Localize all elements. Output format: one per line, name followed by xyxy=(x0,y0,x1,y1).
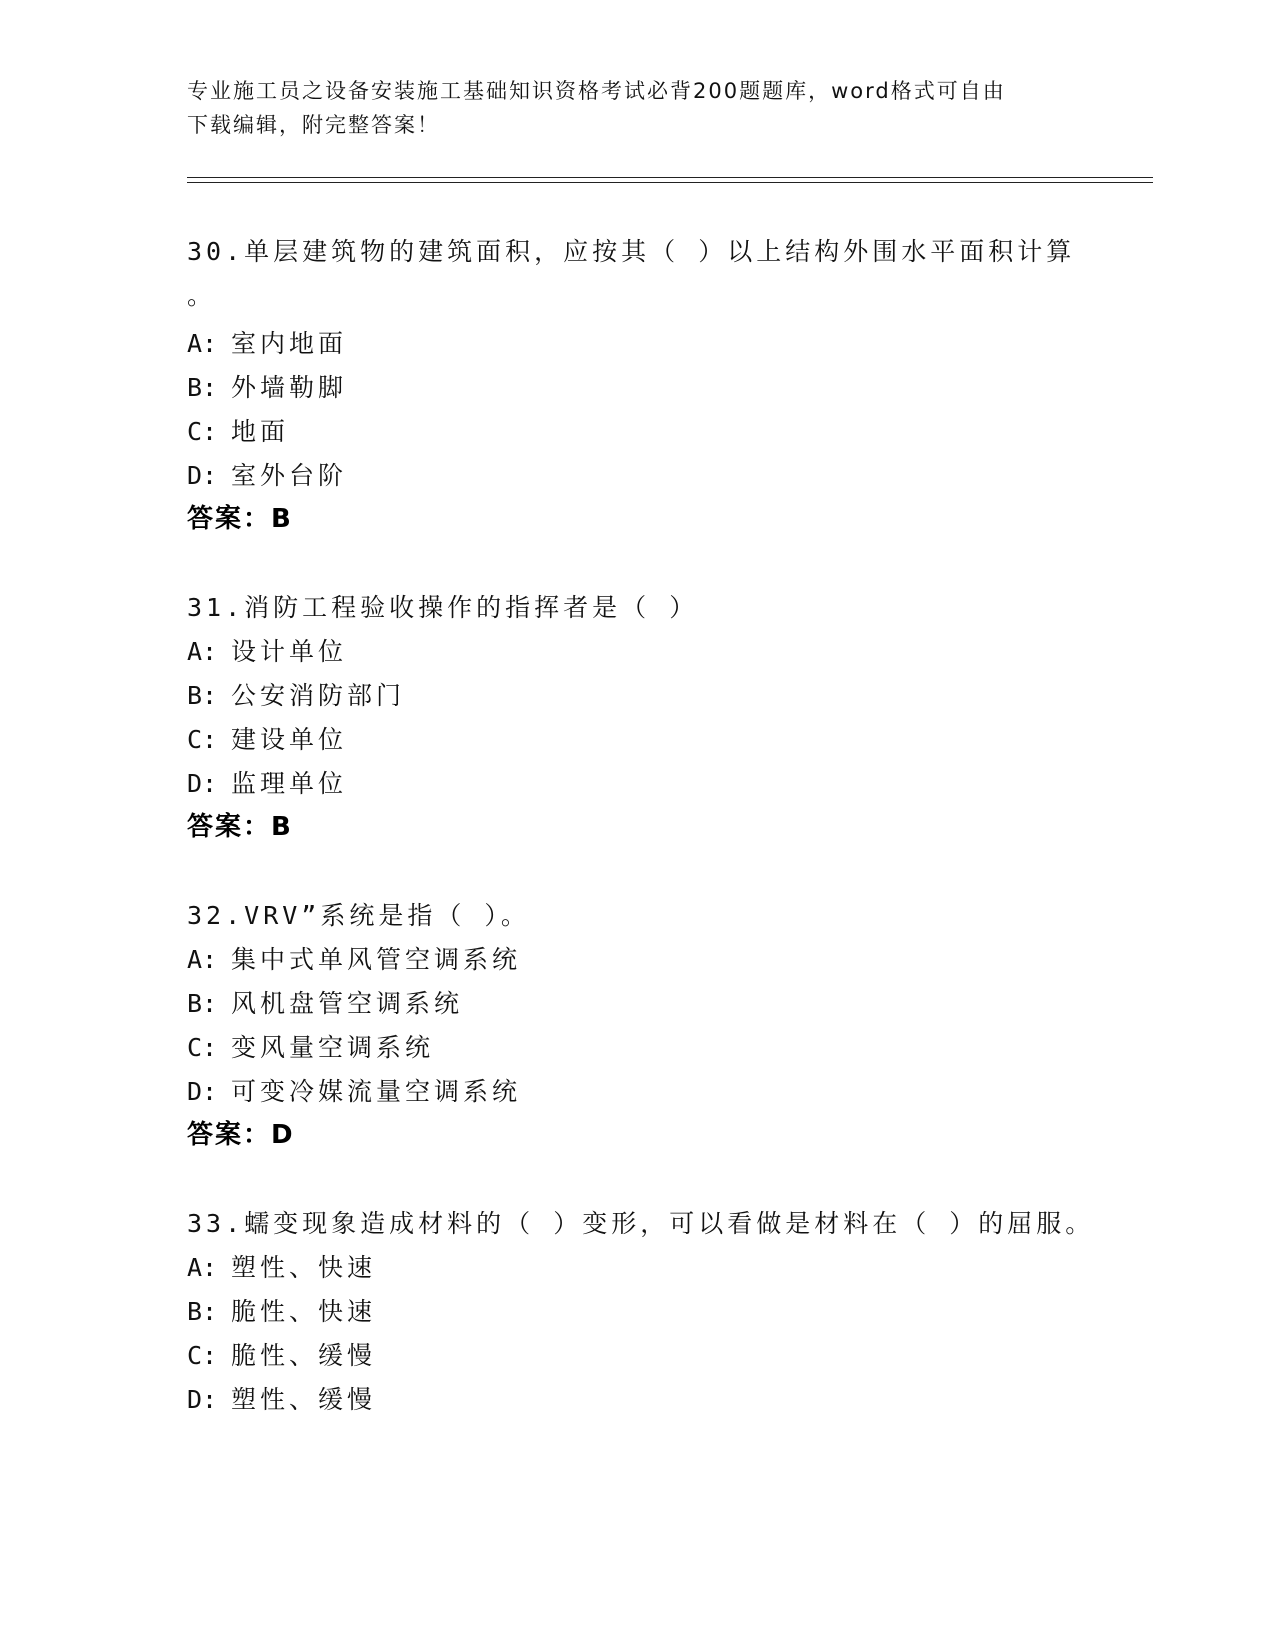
option-letter: D: xyxy=(187,769,218,798)
question-30-stem-continuation: 。 xyxy=(187,281,217,310)
question-33-option-d xyxy=(187,1384,376,1416)
option-text: 可变冷媒流量空调系统 xyxy=(231,1077,522,1106)
option-text: 建设单位 xyxy=(231,725,348,754)
question-33-option-c xyxy=(187,1340,376,1372)
question-30-option-c xyxy=(187,416,289,448)
option-letter: D: xyxy=(187,1385,218,1414)
option-letter: A: xyxy=(187,945,218,974)
option-letter: C: xyxy=(187,725,218,754)
option-text: 室外台阶 xyxy=(231,461,348,490)
option-text: 塑性、缓慢 xyxy=(231,1385,377,1414)
option-text: 地面 xyxy=(231,417,290,446)
option-letter: B: xyxy=(187,989,218,1018)
question-33-option-b xyxy=(187,1296,376,1328)
option-letter: C: xyxy=(187,1341,218,1370)
option-letter: A: xyxy=(187,637,218,666)
question-31-option-d xyxy=(187,768,347,800)
option-letter: C: xyxy=(187,1033,218,1062)
option-text: 设计单位 xyxy=(231,637,348,666)
question-31-answer: 答案：B xyxy=(187,812,293,842)
question-31-option-c xyxy=(187,724,347,756)
question-32-option-d xyxy=(187,1076,521,1108)
header-divider-bottom xyxy=(187,182,1153,183)
option-letter: A: xyxy=(187,1253,218,1282)
option-text: 塑性、快速 xyxy=(231,1253,377,1282)
option-text: 脆性、缓慢 xyxy=(231,1341,377,1370)
option-letter: A: xyxy=(187,329,218,358)
option-text: 集中式单风管空调系统 xyxy=(231,945,522,974)
question-33-stem: 33.蠕变现象造成材料的（ ）变形，可以看做是材料在（ ）的屈服。 xyxy=(187,1209,1095,1238)
option-text: 变风量空调系统 xyxy=(231,1033,435,1062)
question-32-option-c xyxy=(187,1032,434,1064)
question-30-option-a xyxy=(187,328,347,360)
option-letter: C: xyxy=(187,417,218,446)
question-32-option-b xyxy=(187,988,463,1020)
question-32-option-a xyxy=(187,944,521,976)
option-text: 公安消防部门 xyxy=(231,681,406,710)
option-text: 脆性、快速 xyxy=(231,1297,377,1326)
question-30-stem: 30.单层建筑物的建筑面积，应按其（ ）以上结构外围水平面积计算 xyxy=(187,237,1076,266)
option-text: 风机盘管空调系统 xyxy=(231,989,464,1018)
document-header xyxy=(187,74,1067,142)
header-line-2: 下载编辑，附完整答案！ xyxy=(187,113,440,137)
option-text: 监理单位 xyxy=(231,769,348,798)
header-line-1: 专业施工员之设备安装施工基础知识资格考试必背200题题库，word格式可自由 xyxy=(187,79,1006,103)
question-33-option-a xyxy=(187,1252,376,1284)
question-31-stem: 31.消防工程验收操作的指挥者是（ ） xyxy=(187,593,699,622)
question-30-option-b xyxy=(187,372,347,404)
question-31-option-a xyxy=(187,636,347,668)
question-30-answer: 答案：B xyxy=(187,504,293,534)
option-letter: D: xyxy=(187,461,218,490)
header-divider-top xyxy=(187,177,1153,178)
option-letter: B: xyxy=(187,373,218,402)
option-text: 室内地面 xyxy=(231,329,348,358)
question-32-stem: 32.VRV”系统是指（ ）。 xyxy=(187,901,530,930)
question-30-option-d xyxy=(187,460,347,492)
option-letter: D: xyxy=(187,1077,218,1106)
option-text: 外墙勒脚 xyxy=(231,373,348,402)
option-letter: B: xyxy=(187,681,218,710)
option-letter: B: xyxy=(187,1297,218,1326)
question-32-answer: 答案：D xyxy=(187,1120,295,1150)
question-31-option-b xyxy=(187,680,405,712)
